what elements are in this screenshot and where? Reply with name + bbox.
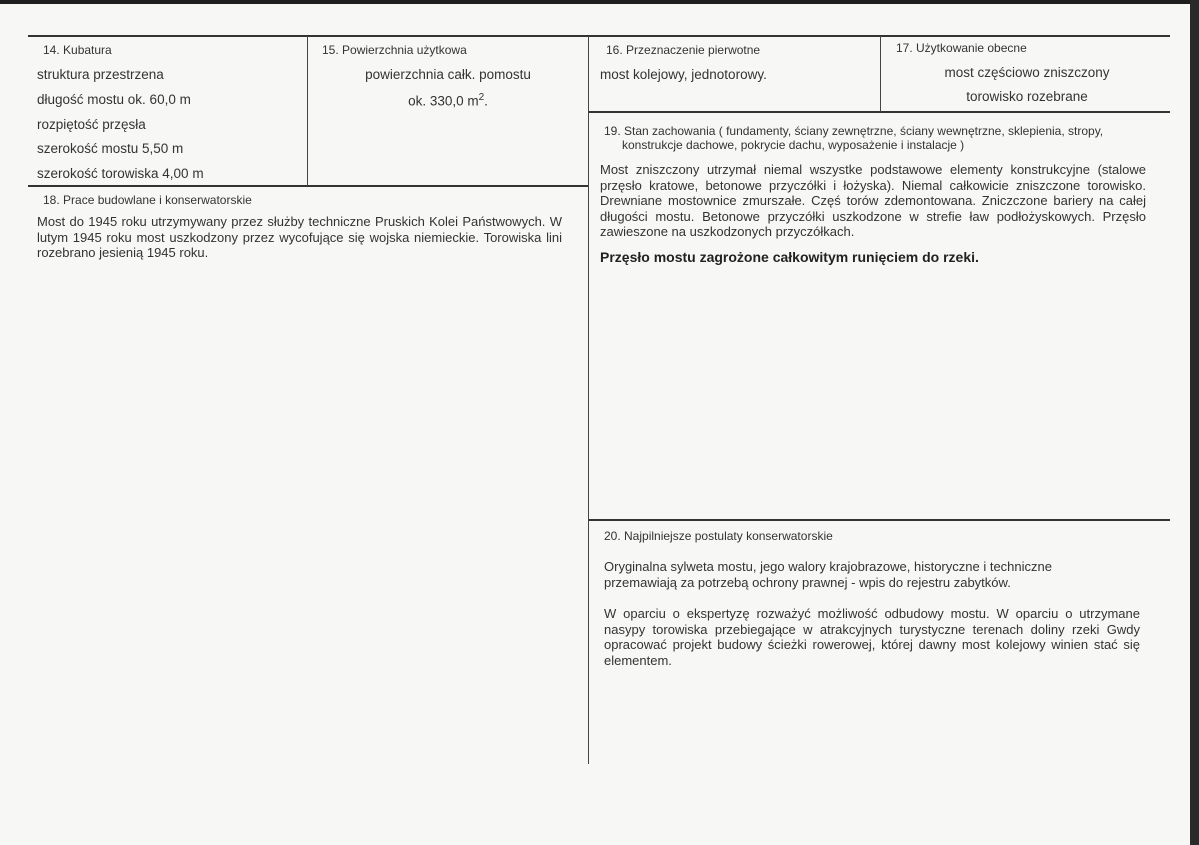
field-19-warning: Przęsło mostu zagrożone całkowitym runięciem do rzeki. xyxy=(600,249,979,265)
field-14-line: rozpiętość przęsła xyxy=(37,117,146,132)
field-19-header: 19. Stan zachowania ( fundamenty, ściany zewnętrzne, ściany wewnętrzne, sklepienia, stropy, xyxy=(604,124,1104,138)
rule-top xyxy=(28,35,1170,37)
rule-20-top xyxy=(588,519,1170,521)
field-18-header: 18. Prace budowlane i konserwatorskie xyxy=(43,193,252,207)
field-17-line: torowisko rozebrane xyxy=(966,89,1088,104)
divider-main xyxy=(588,36,589,764)
divider-14-15 xyxy=(307,36,308,186)
field-20-para: Oryginalna sylweta mostu, jego walory krajobrazowe, historyczne i techniczne przemawiają za potrzebą ochrony prawnej - wpis do rejestru zabytków. xyxy=(604,559,1052,590)
field-19-text: Most zniszczony utrzymał niemal wszystke podstawowe elementy konstrukcyjne (stalowe przęsło kratowe, betonowe przyczółki i łożyska). Niemal całkowicie zniszczone torowisko. Drewniane mostownice zmurszałe. Częś torów zdemontowana. Zniczczone bariery na całej długości mostu. Betonowe przyczółki uszkodzone w strefie ław podłożyskowych. Przęsło zawieszone na uszkodzonych przyczółkach. xyxy=(600,162,1146,239)
field-14-line: struktura przestrzena xyxy=(37,67,164,82)
field-17-line: most częściowo zniszczony xyxy=(944,65,1110,80)
field-14-header: 14. Kubatura xyxy=(43,43,112,57)
field-16-line: most kolejowy, jednotorowy. xyxy=(600,67,767,82)
field-17-header: 17. Użytkowanie obecne xyxy=(896,41,1027,55)
field-19-header-cont: konstrukcje dachowe, pokrycie dachu, wyposażenie i instalacje ) xyxy=(622,138,965,152)
rule-19-top xyxy=(588,111,1170,113)
field-15-area: ok. 330,0 $m^2$. xyxy=(408,92,488,109)
field-18-text: Most do 1945 roku utrzymywany przez służby techniczne Pruskich Kolei Państwowych. W lutym 1945 roku most uszkodzony przez wycofujące się wojska niemieckie. Torowiska lini rozebrano jesienią 1945 roku. xyxy=(37,214,562,260)
field-14-line: szerokość torowiska 4,00 m xyxy=(37,166,204,181)
field-16-header: 16. Przeznaczenie pierwotne xyxy=(606,43,761,57)
field-14-line: długość mostu ok. 60,0 m xyxy=(37,92,191,107)
scan-edge-right xyxy=(1190,0,1199,845)
field-15-header: 15. Powierzchnia użytkowa xyxy=(322,43,467,57)
scan-edge-top xyxy=(0,0,1199,4)
field-14-line: szerokość mostu 5,50 m xyxy=(37,141,184,156)
field-20-para: W oparciu o ekspertyzę rozważyć możliwość odbudowy mostu. W oparciu o utrzymane nasypy torowiska przebiegające w atrakcyjnych turystyczne terenach doliny rzeki Gwdy opracować projekt budowy ścieżki rowerowej, której dawny most kolejowy winien stać się elementem. xyxy=(604,606,1140,668)
field-20-header: 20. Najpilniejsze postulaty konserwatorskie xyxy=(604,529,833,543)
field-15-line: powierzchnia całk. pomostu xyxy=(365,67,531,82)
rule-18-top xyxy=(28,185,588,187)
